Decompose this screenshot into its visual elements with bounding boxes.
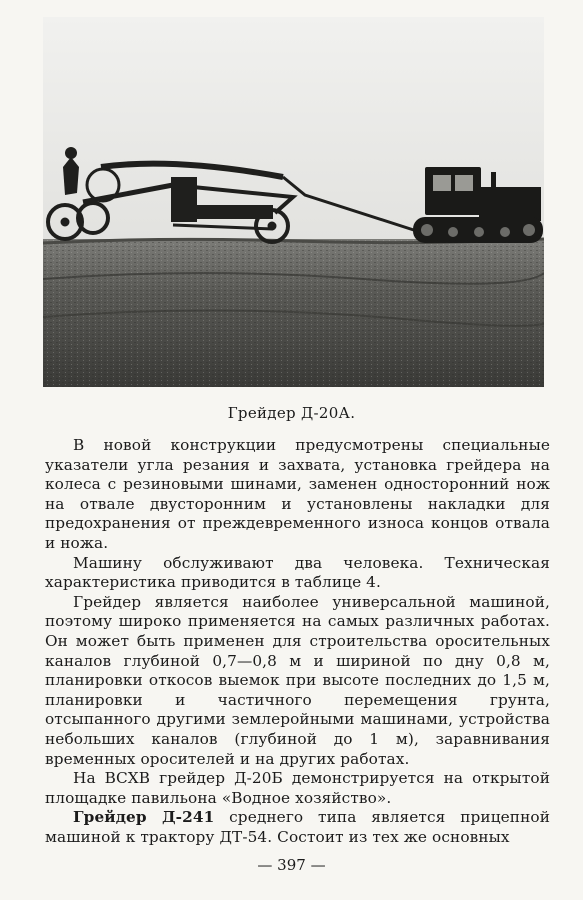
grader-model-lead: Грейдер Д-241 (73, 808, 215, 827)
body-text (45, 436, 550, 847)
paragraph: Машину обслуживают два человека. Техническая характеристика приводится в таблице 4. (45, 553, 550, 592)
grader-photo (43, 17, 544, 387)
paragraph: На ВСХВ грейдер Д-20Б демонстрируется на открытой площадке павильона «Водное хозяйство». (45, 769, 550, 807)
figure-caption: Грейдер Д-20А. (227, 404, 356, 422)
paragraph: Грейдер является наиболее универсальной машиной, поэтому широко применяется на самых различных работах. Он может быть применен для строительства оросительных каналов глубиной 0,7—0,8 м и шириной по дну 0,8 м, планировки откосов выемок при высоте последних до 1,5 м, планировки и частичного перемещения грунта, отсыпанного другими землеройными машинами, устройства небольших каналов (глубиной до 1 м), заравнивания временных оросителей и на других работах. (45, 592, 550, 768)
page-number: — 397 — (257, 856, 326, 874)
paragraph-continuation: среднего типа является прицепной машиной к трактору ДТ-54. Состоит из тех же основных (45, 808, 550, 846)
grader-tractor-illustration (43, 17, 544, 387)
paragraph: В новой конструкции предусмотрены специальные указатели угла резания и захвата, установка грейдера на колеса с резиновыми шинами, заменен односторонний нож на отвале двусторонним и установлены накладки для предохранения от преждевременного износа концов отвала и ножа. (45, 436, 550, 552)
paragraph (45, 808, 550, 847)
